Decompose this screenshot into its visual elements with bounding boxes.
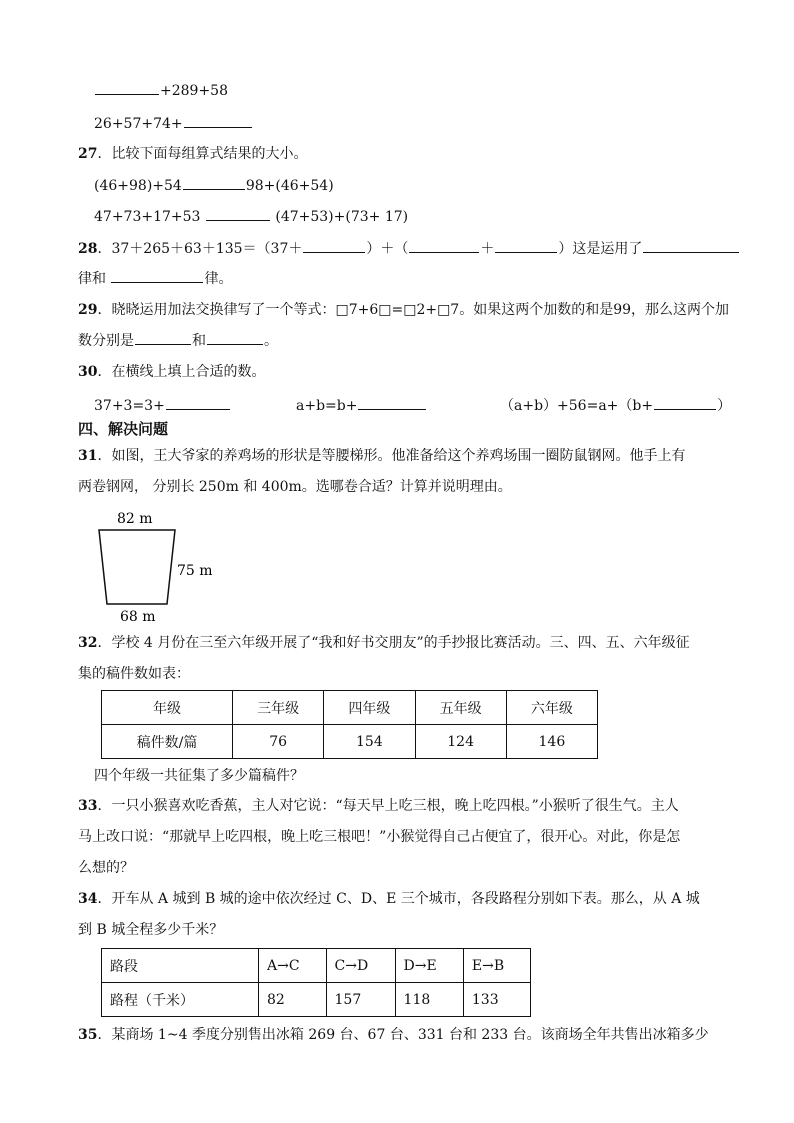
route-table (101, 948, 531, 1017)
table-row: 稿件数/篇 76 154 124 146 (102, 725, 598, 759)
q32-line2: 集的稿件数如表： (78, 666, 190, 682)
trapezoid-shape (99, 530, 175, 604)
answer-blank[interactable] (95, 80, 159, 95)
q30-eq2: a+b=b+ (296, 395, 427, 416)
q31-line2: 两卷钢网， 分别长 250m 和 400m。选哪卷合适？计算并说明理由。 (78, 479, 512, 495)
q34-line2: 到 B 城全程多少千米？ (78, 922, 224, 938)
q34-line1: 34．开车从 A 城到 B 城的途中依次经过 C、D、E 三个城市，各段路程分别如下表。那么，从 A 城 (78, 891, 700, 907)
q33-line2: 马上改口说：“那就早上吃四根，晚上吃三根吧！”小猴觉得自己占便宜了，很开心。对此，你是怎 (78, 829, 681, 845)
q27-row2: 47+73+17+53 (47+53)+(73+ 17) (94, 206, 408, 227)
answer-blank[interactable] (183, 175, 245, 190)
answer-blank[interactable] (135, 330, 191, 345)
table-row: 年级 三年级 四年级 五年级 六年级 (102, 691, 598, 725)
answer-blank[interactable] (184, 113, 252, 128)
q31-line1: 31．如图，王大爷家的养鸡场的形状是等腰梯形。他准备给这个养鸡场围一圈防鼠钢网。他手上有 (78, 448, 686, 464)
section-title: 四、解决问题 (78, 420, 169, 438)
answer-blank[interactable] (654, 395, 716, 410)
q32-question: 四个年级一共征集了多少篇稿件？ (94, 768, 304, 784)
submissions-table (101, 690, 598, 759)
leg-label: 75 m (177, 563, 213, 579)
q32-line1: 32．学校 4 月份在三至六年级开展了“我和好书交朋友”的手抄报比赛活动。三、四、五、六年级征 (78, 635, 690, 651)
q27-title: 27．比较下面每组算式结果的大小。 (78, 146, 308, 162)
q28-line2: 律和 律。 (78, 268, 232, 289)
q30-title: 30．在横线上填上合适的数。 (78, 364, 266, 380)
bottom-base-label: 68 m (120, 609, 156, 625)
q26-line-a: +289+58 (94, 80, 228, 101)
top-base-label: 82 m (117, 511, 153, 527)
q35-line1: 35．某商场 1~4 季度分别售出冰箱 269 台、67 台、331 台和 233 台。该商场全年共售出冰箱多少 (78, 1027, 709, 1043)
answer-blank[interactable] (495, 238, 557, 253)
answer-blank[interactable] (207, 330, 263, 345)
q29-line2: 数分别是 和 。 (78, 330, 278, 351)
answer-blank[interactable] (303, 238, 365, 253)
answer-blank[interactable] (643, 238, 739, 253)
q29-line1: 29．晓晓运用加法交换律写了一个等式：□7+6□=□2+□7。如果这两个加数的和是99，那么这两个加 (78, 302, 730, 318)
table-row: 路段 A→C C→D D→E E→B (102, 949, 531, 983)
q33-line1: 33．一只小猴喜欢吃香蕉，主人对它说：“每天早上吃三根，晚上吃四根。”小猴听了很生气。主人 (78, 798, 679, 814)
q26-line-b: 26+57+74+ (94, 113, 253, 134)
answer-blank[interactable] (111, 268, 203, 283)
answer-blank[interactable] (409, 238, 479, 253)
answer-blank[interactable] (206, 206, 270, 221)
q28-line1: 28．37＋265＋63＋135＝（37＋ ）＋（ ＋ ）这是运用了 (78, 238, 740, 259)
answer-blank[interactable] (358, 395, 426, 410)
q30-eq3: （a+b）+56=a+（b+ ） (500, 395, 731, 416)
answer-blank[interactable] (166, 395, 230, 410)
q27-row1: (46+98)+54 98+(46+54) (94, 175, 334, 196)
trapezoid-figure (90, 505, 230, 625)
table-row: 路程（千米） 82 157 118 133 (102, 983, 531, 1017)
q30-eq1: 37+3=3+ (94, 395, 231, 416)
q33-line3: 么想的？ (78, 860, 134, 876)
